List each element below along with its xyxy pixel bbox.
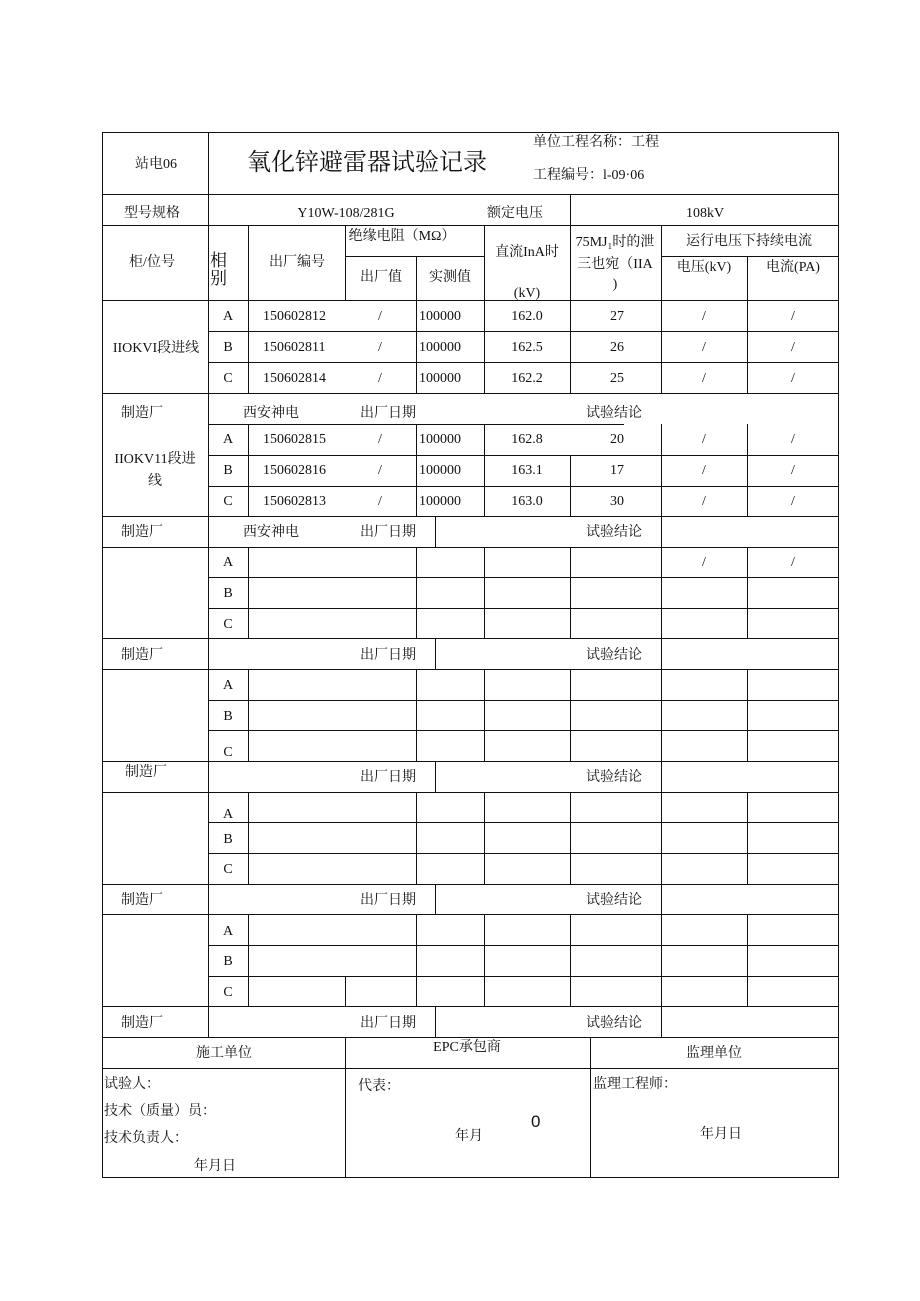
rule-g4-end — [102, 761, 839, 762]
date-label: 出厂日期 — [360, 893, 416, 908]
maker-label: 制造厂 — [121, 525, 163, 540]
supervising-engineer-label: 监理工程师： — [593, 1077, 677, 1092]
phase-cell: C — [223, 617, 233, 632]
rule-insulation-sub — [345, 256, 484, 257]
phase-cell: A — [222, 807, 234, 822]
maker-label: 制造厂 — [121, 648, 163, 663]
rated-voltage-label: 额定电压 — [487, 206, 543, 221]
date-signature-mid: 年月 — [455, 1129, 483, 1144]
date-label: 出厂日期 — [360, 770, 416, 785]
col-ins-mid-g6 — [416, 914, 417, 1006]
col-run-divider-f2 — [661, 638, 662, 761]
phase-cell: B — [223, 832, 233, 847]
maker-label: 制造厂 — [121, 893, 163, 908]
date-label: 出厂日期 — [360, 648, 416, 663]
leakage-cell: 27 — [610, 309, 624, 324]
ins-factory-cell: / — [378, 463, 382, 478]
rule-g6-a — [208, 945, 839, 946]
run-voltage-cell: / — [702, 555, 706, 570]
col-curr-divider-g2 — [747, 424, 748, 516]
rated-voltage-value: 108kV — [685, 206, 725, 221]
col-date-end-f1 — [435, 516, 436, 547]
ins-measured-cell: 100000 — [419, 494, 461, 509]
conclusion-label: 试验结论 — [586, 406, 642, 421]
page-title: 氧化锌避雷器试验记录 — [247, 150, 487, 176]
maker-value: 西安神电 — [243, 525, 299, 540]
rule-colheader-bottom — [102, 300, 839, 301]
conclusion-label: 试验结论 — [586, 648, 642, 663]
col-phase-divider-g2 — [248, 424, 249, 516]
maker-label: 制造厂 — [121, 406, 163, 421]
col-leak-divider-g6 — [570, 914, 571, 1006]
sign-divider-right — [590, 1037, 591, 1177]
rule-g5-end — [102, 884, 839, 885]
col-position-header: 柜/位号 — [129, 255, 175, 270]
run-current-cell: / — [791, 494, 795, 509]
phase-cell: B — [223, 340, 233, 355]
sign-divider-left — [345, 1037, 346, 1177]
rule-g6-end — [102, 1006, 839, 1007]
rule-g1-end — [102, 393, 839, 394]
serial-cell: 150602811 — [263, 340, 326, 355]
col-running-header: 运行电压下持续电流 — [686, 234, 812, 249]
col-leak-header-3: ) — [612, 277, 618, 292]
col-ins-mid-head — [416, 256, 417, 300]
rule-footer3-end — [102, 792, 839, 793]
serial-cell: 150602813 — [263, 494, 326, 509]
unit-project-name: 单位工程名称：工程 — [533, 135, 659, 150]
run-current-cell: / — [791, 309, 795, 324]
run-voltage-cell: / — [702, 309, 706, 324]
col-run-divider-f5 — [661, 1006, 662, 1037]
rule-running-sub — [661, 256, 839, 257]
col-insulation-header: 绝缘电阻（MΩ） — [348, 229, 456, 244]
border-right — [838, 132, 839, 1177]
date-signature-right: 年月日 — [700, 1127, 742, 1142]
phase-cell: A — [222, 924, 234, 939]
phase-cell: A — [222, 432, 234, 447]
ins-factory-cell: / — [378, 494, 382, 509]
rule-footer2-end — [102, 669, 839, 670]
run-voltage-cell: / — [702, 371, 706, 386]
leakage-cell: 26 — [610, 340, 624, 355]
dc-voltage-cell: 162.0 — [511, 309, 543, 324]
run-voltage-cell: / — [702, 340, 706, 355]
leakage-cell: 17 — [610, 463, 624, 478]
phase-cell: C — [223, 371, 233, 386]
col-dc-divider-g5 — [484, 792, 485, 884]
phase-cell: A — [222, 678, 234, 693]
col-ins-measured-header: 实测值 — [429, 270, 471, 285]
col-serial-header: 出厂编号 — [269, 255, 325, 270]
col-phase-divider-g3 — [248, 547, 249, 638]
serial-cell: 150602815 — [263, 432, 326, 447]
rule-g6-b — [208, 976, 839, 977]
dc-voltage-cell: 163.1 — [511, 463, 543, 478]
ins-factory-cell: / — [378, 309, 382, 324]
date-label: 出厂日期 — [360, 525, 416, 540]
rule-g1-b — [208, 362, 839, 363]
col-ins-factory-header: 出厂值 — [360, 270, 402, 285]
col-run-voltage-header: 电压(kV) — [676, 260, 732, 275]
ins-measured-cell: 100000 — [419, 309, 461, 324]
station-code: 站电06 — [135, 157, 177, 172]
group-position-line2: 线 — [148, 474, 162, 489]
phase-cell: C — [223, 494, 233, 509]
maker-label: 制造厂 — [125, 765, 167, 780]
col-ins-mid-g1 — [416, 300, 417, 393]
phase-cell: B — [223, 954, 233, 969]
ins-factory-cell: / — [378, 340, 382, 355]
rule-g2-end — [102, 516, 839, 517]
tester-label: 试验人： — [104, 1077, 160, 1092]
dc-voltage-cell: 163.0 — [511, 494, 543, 509]
group-position: IIOKV11段进 — [114, 452, 196, 467]
col-date-end-f2 — [435, 638, 436, 669]
run-current-cell: / — [791, 555, 795, 570]
col-ins-mid-g4 — [416, 669, 417, 761]
border-bottom — [102, 1177, 839, 1178]
phase-cell: C — [223, 862, 233, 877]
rule-sign-header — [102, 1068, 839, 1069]
col-leak-divider-g3 — [570, 547, 571, 638]
leakage-cell: 20 — [610, 432, 624, 447]
rule-g2-a — [208, 455, 839, 456]
col-run-divider-g2 — [661, 424, 662, 516]
col-leak-header-1: 75MJ₁时的泄 — [575, 235, 655, 250]
col-phase-divider-g4 — [248, 669, 249, 761]
col-phase-header: 相别 — [210, 251, 227, 288]
border-left — [102, 132, 103, 1177]
col-leak-header-2: 三也宛（IIA — [577, 257, 653, 272]
conclusion-label: 试验结论 — [586, 1016, 642, 1031]
rule-footer4-end — [102, 914, 839, 915]
run-voltage-cell: / — [702, 494, 706, 509]
run-current-cell: / — [791, 371, 795, 386]
col-run-divider-f3 — [661, 761, 662, 884]
col-phase-divider-g6 — [248, 914, 249, 1006]
rule-g1-a — [208, 331, 839, 332]
run-current-cell: / — [791, 463, 795, 478]
rule-footer5-end — [102, 1037, 839, 1038]
col-dc-divider-g6 — [484, 914, 485, 1006]
col-date-end-f3 — [435, 761, 436, 792]
ins-measured-cell: 100000 — [419, 340, 461, 355]
col-run-divider-head — [661, 225, 662, 393]
col-dc-divider-g3 — [484, 547, 485, 638]
model-value: Y10W-108/281G — [297, 206, 395, 221]
construction-unit-heading: 施工单位 — [196, 1046, 252, 1061]
rule-g5-a — [208, 822, 839, 823]
supervision-unit-heading: 监理单位 — [686, 1046, 742, 1061]
col-dc-unit: (kV) — [513, 286, 541, 301]
col-curr-divider-g4 — [747, 669, 748, 761]
col-curr-divider-g3 — [747, 547, 748, 638]
rule-g2-b — [208, 486, 839, 487]
conclusion-label: 试验结论 — [586, 525, 642, 540]
leakage-cell: 30 — [610, 494, 624, 509]
phase-cell: C — [223, 985, 233, 1000]
run-current-cell: / — [791, 340, 795, 355]
col-factory-divider-g6c — [345, 976, 346, 1006]
phase-cell: B — [223, 586, 233, 601]
col-curr-divider-g5 — [747, 792, 748, 884]
col-dc-divider-g4 — [484, 669, 485, 761]
col-ins-mid-g5 — [416, 792, 417, 884]
col-dc-divider-head — [484, 225, 485, 393]
run-voltage-cell: / — [702, 463, 706, 478]
rule-footer1-end — [102, 547, 839, 548]
col-phase-divider-g1 — [248, 225, 249, 393]
group-position: IIOKVI段进线 — [112, 341, 200, 356]
serial-cell: 150602812 — [263, 309, 326, 324]
phase-cell: B — [223, 463, 233, 478]
col-ins-mid-g2 — [416, 424, 417, 516]
col-curr-divider-g6 — [747, 914, 748, 1006]
col-ins-mid-g3 — [416, 547, 417, 638]
ins-measured-cell: 100000 — [419, 371, 461, 386]
tech-quality-label: 技术（质量）员： — [104, 1104, 216, 1119]
conclusion-label: 试验结论 — [586, 770, 642, 785]
rule-g3-end — [102, 638, 839, 639]
serial-cell: 150602814 — [263, 371, 326, 386]
dc-voltage-cell: 162.2 — [511, 371, 543, 386]
model-label: 型号规格 — [124, 206, 180, 221]
rule-spec-bottom — [102, 225, 839, 226]
serial-cell: 150602816 — [263, 463, 326, 478]
date-label: 出厂日期 — [360, 406, 416, 421]
phase-cell: B — [223, 709, 233, 724]
phase-cell: C — [223, 745, 233, 760]
ins-measured-cell: 100000 — [419, 463, 461, 478]
date-label: 出厂日期 — [360, 1016, 416, 1031]
rule-g5-b — [208, 853, 839, 854]
representative-label: 代表： — [358, 1079, 400, 1094]
date-signature-left: 年月日 — [194, 1159, 236, 1174]
col-phase-divider-g5 — [248, 792, 249, 884]
mid-zero-mark: 0 — [531, 1112, 541, 1131]
col-label-divider — [208, 132, 209, 1037]
dc-voltage-cell: 162.5 — [511, 340, 543, 355]
ins-measured-cell: 100000 — [419, 432, 461, 447]
col-run-divider-f1 — [661, 516, 662, 638]
run-voltage-cell: / — [702, 432, 706, 447]
phase-cell: A — [222, 555, 234, 570]
col-run-current-header: 电流(PA) — [766, 260, 820, 275]
project-number: 工程编号：l-09·06 — [533, 168, 645, 183]
ins-factory-cell: / — [378, 432, 382, 447]
col-leak-divider-g5 — [570, 792, 571, 884]
col-factory-divider-head — [345, 225, 346, 300]
col-leak-divider-head — [570, 194, 571, 393]
col-leak-divider-g2 — [570, 455, 571, 516]
rule-g4-a — [208, 700, 839, 701]
col-run-divider-f4 — [661, 884, 662, 1006]
dc-voltage-cell: 162.8 — [511, 432, 543, 447]
epc-contractor-heading: EPC承包商 — [433, 1040, 501, 1055]
rule-g4-b — [208, 730, 839, 731]
leakage-cell: 25 — [610, 371, 624, 386]
border-top — [102, 132, 839, 133]
maker-label: 制造厂 — [121, 1016, 163, 1031]
phase-cell: A — [222, 309, 234, 324]
conclusion-label: 试验结论 — [586, 893, 642, 908]
col-dc-header: 直流InA时 — [495, 245, 559, 260]
rule-g3-b — [208, 608, 839, 609]
maker-value: 西安神电 — [243, 406, 299, 421]
rule-header-bottom — [102, 194, 839, 195]
tech-lead-label: 技术负责人： — [104, 1131, 188, 1146]
col-leak-divider-g4 — [570, 669, 571, 761]
col-date-end-f4 — [435, 884, 436, 914]
col-dc-divider-g2 — [484, 424, 485, 516]
col-curr-divider-head — [747, 256, 748, 393]
col-date-end-f5 — [435, 1006, 436, 1037]
ins-factory-cell: / — [378, 371, 382, 386]
run-current-cell: / — [791, 432, 795, 447]
rule-g3-a — [208, 577, 839, 578]
